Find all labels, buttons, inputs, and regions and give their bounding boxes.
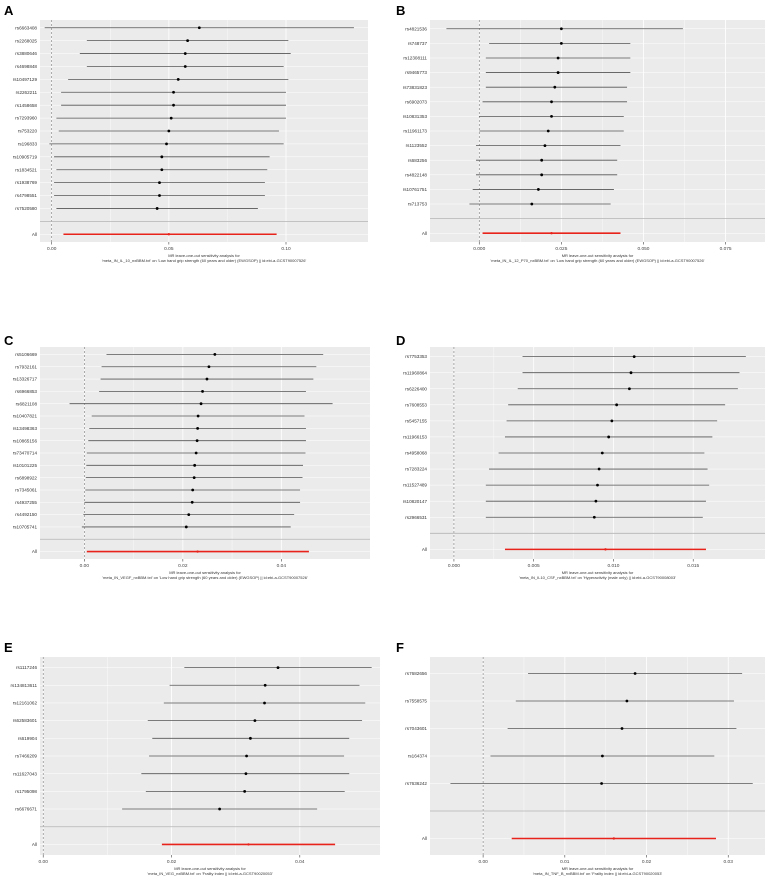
snp-label: rs10497129 xyxy=(12,76,37,82)
estimate-point xyxy=(264,684,267,687)
snp-label: rs12161062 xyxy=(12,700,37,706)
estimate-point xyxy=(184,52,187,55)
snp-label: rs7283224 xyxy=(405,466,427,472)
x-tick-label: 0.02 xyxy=(178,564,188,569)
x-tick-label: 0.010 xyxy=(607,564,620,569)
x-tick-label: 0.050 xyxy=(637,247,650,252)
snp-label: rs5106669 xyxy=(15,351,37,357)
forest-plot-panel-f xyxy=(395,655,765,887)
overall-estimate-point xyxy=(604,548,606,550)
snp-label: rs7293960 xyxy=(15,115,37,121)
estimate-point xyxy=(557,71,560,74)
snp-label: rs11527489 xyxy=(403,482,427,488)
snp-label: rs6966853 xyxy=(15,388,37,394)
snp-label: rs9465773 xyxy=(405,70,427,76)
panel-letter: D xyxy=(396,333,406,348)
x-tick-label: 0.01 xyxy=(560,860,570,865)
snp-label: rs6821108 xyxy=(15,401,37,407)
estimate-point xyxy=(245,755,248,758)
snp-label: rs10820147 xyxy=(402,498,427,504)
snp-label: rs713753 xyxy=(407,201,427,207)
overall-label: All xyxy=(31,231,37,237)
snp-label: rs62583601 xyxy=(12,718,37,724)
x-tick-label: 0.03 xyxy=(723,860,733,865)
overall-estimate-point xyxy=(247,843,249,845)
estimate-point xyxy=(634,672,637,675)
snp-label: rs196833 xyxy=(17,141,37,147)
overall-estimate-point xyxy=(196,550,198,552)
estimate-point xyxy=(593,516,596,519)
estimate-point xyxy=(158,194,161,197)
x-tick-label: 0.04 xyxy=(276,564,287,569)
snp-label: rs7682656 xyxy=(405,671,427,677)
snp-label: rs4822148 xyxy=(405,172,427,178)
overall-label: All xyxy=(421,230,427,236)
estimate-point xyxy=(193,476,196,479)
estimate-point xyxy=(550,115,553,118)
snp-label: rs1458658 xyxy=(15,102,37,108)
snp-label: rs6902073 xyxy=(405,99,427,105)
snp-label: rs4698848 xyxy=(15,64,37,70)
snp-label: rs6226400 xyxy=(405,386,427,392)
x-axis-caption: MR leave-one-out sensitivity analysis for 'meta_IN_TNF_B_nxBBM.txt' on 'Frailty index || id:ebi-a-GCST90020053' xyxy=(532,866,663,876)
estimate-point xyxy=(249,737,252,740)
estimate-point xyxy=(601,452,604,455)
snp-label: rs12308111 xyxy=(403,55,427,61)
estimate-point xyxy=(196,427,199,430)
estimate-point xyxy=(200,402,203,405)
snp-label: rs7558575 xyxy=(405,698,427,704)
x-tick-label: 0.015 xyxy=(687,564,700,569)
snp-label: rs683256 xyxy=(407,157,427,163)
estimate-point xyxy=(560,42,563,45)
forest-plot-svg xyxy=(5,345,370,595)
estimate-point xyxy=(560,27,563,30)
snp-label: rs1123552 xyxy=(405,143,427,149)
snp-label: rs4492150 xyxy=(15,512,37,518)
overall-estimate-point xyxy=(168,233,170,235)
estimate-point xyxy=(530,203,533,206)
snp-label: rs4798551 xyxy=(15,193,37,199)
snp-label: rs11966153 xyxy=(403,434,427,440)
snp-label: rs748737 xyxy=(407,40,427,46)
estimate-point xyxy=(621,727,624,730)
estimate-point xyxy=(195,452,198,455)
snp-label: rs7608553 xyxy=(405,402,427,408)
forest-plot-panel-d xyxy=(395,345,765,595)
snp-label: rs5457155 xyxy=(405,418,427,424)
panel-letter: F xyxy=(396,640,404,655)
estimate-point xyxy=(544,144,547,147)
snp-label: rs10761751 xyxy=(402,187,427,193)
snp-label: rs4821536 xyxy=(405,26,427,32)
estimate-point xyxy=(610,419,613,422)
estimate-point xyxy=(601,755,604,758)
x-tick-label: 0.025 xyxy=(555,247,568,252)
estimate-point xyxy=(201,390,204,393)
overall-estimate-point xyxy=(550,232,552,234)
snp-label: rs7466209 xyxy=(15,753,37,759)
x-tick-label: 0.02 xyxy=(641,860,652,865)
estimate-point xyxy=(254,719,257,722)
forest-plot-svg xyxy=(395,655,765,887)
forest-plot-panel-a xyxy=(5,18,368,273)
x-tick-label: 0.02 xyxy=(166,860,177,865)
x-axis-caption: MR leave-one-out sensitivity analysis for 'meta_IN_IL_12_P70_nxBBM.txt' on 'Low hand grip strength (60 years and older) (EWGSOP) || id:ebi-a-GCST90007526' xyxy=(490,253,705,263)
estimate-point xyxy=(196,439,199,442)
snp-label: rs10831353 xyxy=(402,113,427,119)
snp-label: rs134813611 xyxy=(10,682,37,688)
estimate-point xyxy=(628,387,631,390)
estimate-point xyxy=(630,371,633,374)
forest-plot-svg xyxy=(5,18,368,273)
estimate-point xyxy=(184,65,187,68)
snp-label: rs7520580 xyxy=(15,206,37,212)
estimate-point xyxy=(245,772,248,775)
estimate-point xyxy=(158,181,161,184)
estimate-point xyxy=(206,378,209,381)
estimate-point xyxy=(160,168,163,171)
forest-plot-svg xyxy=(395,345,765,595)
estimate-point xyxy=(177,78,180,81)
overall-label: All xyxy=(421,836,427,842)
panel-letter: B xyxy=(396,3,406,18)
estimate-point xyxy=(598,468,601,471)
estimate-point xyxy=(540,159,543,162)
estimate-point xyxy=(547,130,550,133)
overall-label: All xyxy=(421,546,427,552)
snp-label: rs10865156 xyxy=(12,438,37,444)
snp-label: rs1834521 xyxy=(15,167,37,173)
forest-plot-svg xyxy=(5,655,380,887)
snp-label: rs10705741 xyxy=(12,524,37,530)
snp-label: rs11960864 xyxy=(403,370,427,376)
estimate-point xyxy=(208,365,211,368)
snp-label: rs1117246 xyxy=(15,665,37,671)
snp-label: rs73470714 xyxy=(12,450,37,456)
snp-label: rs11961173 xyxy=(403,128,427,134)
estimate-point xyxy=(263,702,266,705)
snp-label: rs4958068 xyxy=(405,450,427,456)
forest-plot-panel-e xyxy=(5,655,380,887)
overall-label: All xyxy=(31,841,37,847)
estimate-point xyxy=(160,155,163,158)
estimate-point xyxy=(626,700,629,703)
snp-label: rs2268025 xyxy=(15,38,37,44)
estimate-point xyxy=(186,39,189,42)
estimate-point xyxy=(595,500,598,503)
x-tick-label: 0.075 xyxy=(719,247,732,252)
snp-label: rs753220 xyxy=(17,128,37,134)
x-tick-label: 0.000 xyxy=(447,564,460,569)
snp-label: rs7043601 xyxy=(405,726,427,732)
estimate-point xyxy=(156,207,159,210)
x-axis-caption: MR leave-one-out sensitivity analysis for 'meta_IN_IL_10_nxBBM.txt' on 'Low hand grip strength (60 years and older) (EWGSOP) || id:ebi-a-GCST90007526' xyxy=(101,253,307,263)
estimate-point xyxy=(540,173,543,176)
snp-label: rs13498363 xyxy=(12,425,37,431)
x-tick-label: 0.04 xyxy=(295,860,305,865)
panel-letter: A xyxy=(4,3,14,18)
estimate-point xyxy=(633,355,636,358)
estimate-point xyxy=(191,501,194,504)
estimate-point xyxy=(193,464,196,467)
estimate-point xyxy=(607,436,610,439)
x-tick-label: 0.00 xyxy=(79,564,90,569)
estimate-point xyxy=(198,26,201,29)
snp-label: rs73831823 xyxy=(402,84,427,90)
estimate-point xyxy=(197,415,200,418)
snp-label: rs10407821 xyxy=(12,413,37,419)
snp-label: rs6663408 xyxy=(15,25,37,31)
forest-plot-svg xyxy=(395,18,765,273)
snp-label: rs164374 xyxy=(407,753,427,759)
forest-plot-panel-c xyxy=(5,345,370,595)
estimate-point xyxy=(550,100,553,103)
estimate-point xyxy=(557,57,560,60)
estimate-point xyxy=(165,143,168,146)
snp-label: rs2262211 xyxy=(15,89,37,95)
estimate-point xyxy=(615,403,618,406)
estimate-point xyxy=(172,91,175,94)
snp-label: rs6898922 xyxy=(15,475,37,481)
x-tick-label: 0.00 xyxy=(478,860,488,865)
overall-estimate-point xyxy=(613,837,615,839)
snp-label: rs619904 xyxy=(17,735,37,741)
estimate-point xyxy=(187,513,190,516)
estimate-point xyxy=(191,489,194,492)
x-tick-label: 0.005 xyxy=(527,564,540,569)
snp-label: rs7932161 xyxy=(15,364,37,370)
x-axis-caption: MR leave-one-out sensitivity analysis for 'meta_IN_VEGF_nxBBM.txt' on 'Low hand grip strength (60 years and older) (EWGSOP) || id:ebi-a-GCST90007526' xyxy=(102,570,308,580)
estimate-point xyxy=(170,117,173,120)
snp-label: rs2966531 xyxy=(405,514,427,520)
snp-label: rs10905719 xyxy=(12,154,37,160)
x-tick-label: 0.05 xyxy=(164,247,174,252)
estimate-point xyxy=(185,526,188,529)
snp-label: rs7345061 xyxy=(15,487,37,493)
estimate-point xyxy=(243,790,246,793)
estimate-point xyxy=(553,86,556,89)
estimate-point xyxy=(600,782,603,785)
estimate-point xyxy=(167,130,170,133)
estimate-point xyxy=(277,666,280,669)
snp-label: rs13326717 xyxy=(12,376,37,382)
panel-letter: C xyxy=(4,333,14,348)
estimate-point xyxy=(172,104,175,107)
snp-label: rs7753353 xyxy=(405,354,427,360)
estimate-point xyxy=(537,188,540,191)
overall-label: All xyxy=(31,549,37,555)
snp-label: rs1938769 xyxy=(15,180,37,186)
snp-label: rs10101225 xyxy=(12,462,37,468)
estimate-point xyxy=(596,484,599,487)
snp-label: rs7636242 xyxy=(405,781,427,787)
x-axis-caption: MR leave-one-out sensitivity analysis for 'meta_IN_IL10_CSF_nxBBM.txt' on 'Hyperactivity (male only) || id:ebi-a-GCST90008003' xyxy=(519,570,676,580)
x-axis-caption: MR leave-one-out sensitivity analysis for 'meta_IN_VEG_nxBBM.txt' on 'Frailty index || id:ebi-a-GCST90020053' xyxy=(147,866,273,876)
x-tick-label: 0.000 xyxy=(473,247,486,252)
x-tick-label: 0.00 xyxy=(38,860,48,865)
estimate-point xyxy=(213,353,216,356)
snp-label: rs6676671 xyxy=(15,806,37,812)
snp-label: rs3880646 xyxy=(15,51,37,57)
forest-plot-panel-b xyxy=(395,18,765,273)
snp-label: rs1795098 xyxy=(15,788,37,794)
estimate-point xyxy=(218,808,221,811)
x-tick-label: 0.00 xyxy=(47,247,57,252)
snp-label: rs4937255 xyxy=(15,499,37,505)
snp-label: rs11627043 xyxy=(13,771,37,777)
panel-letter: E xyxy=(4,640,13,655)
x-tick-label: 0.10 xyxy=(281,247,291,252)
